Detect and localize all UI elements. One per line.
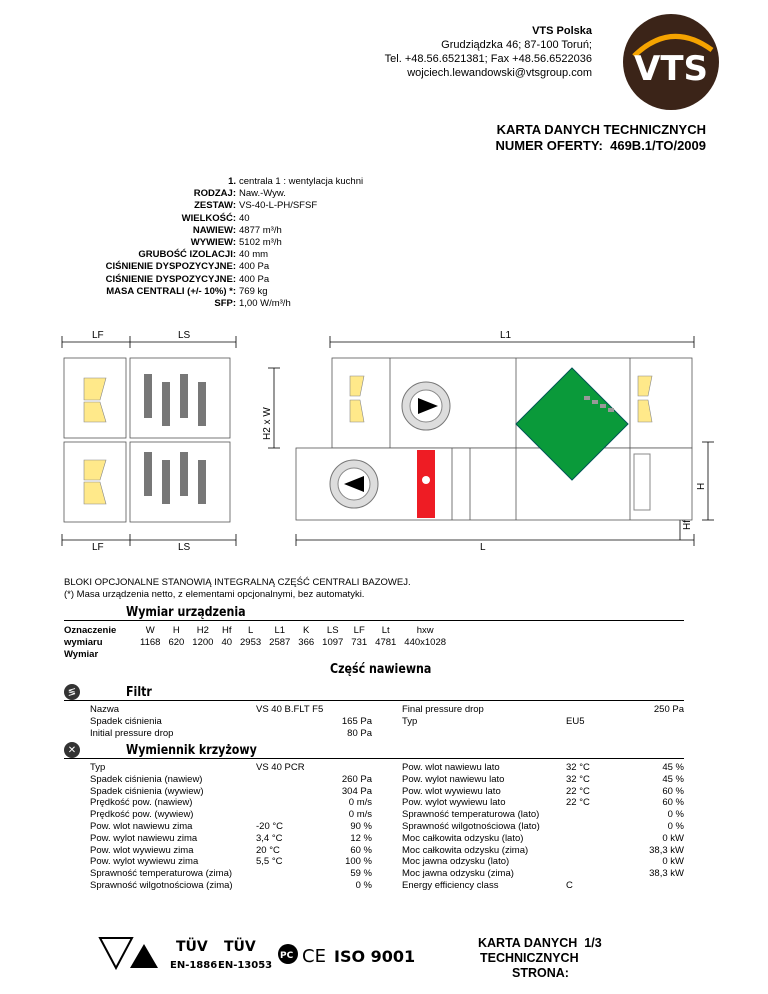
spec-value2: 0 % [355,879,372,891]
dim-header: LF [353,625,365,636]
param-label: WIELKOŚĆ: [181,212,236,224]
dimensions-heading: Wymiar urządzenia [126,605,246,620]
ls-bottom-label: LS [178,542,191,552]
param-label: MASA CENTRALI (+/- 10%) *: [106,285,236,297]
param-value: 40 [239,212,250,224]
spec-value2: 45 % [662,762,684,773]
hx-section [64,742,684,759]
filter-left-table [90,704,378,739]
document-title-block [496,122,707,154]
spec-label: Pow. wlot nawiewu lato [402,762,500,773]
cert-triangle-icon [100,938,132,968]
pc-text: PC [280,951,294,961]
spec-value2: 12 % [350,832,372,844]
note-weight: (*) Masa urządzenia netto, z elementami opcjonalnymi, bez automatyki. [64,589,365,600]
param-label: SFP: [214,298,236,310]
spec-label: Pow. wylot wywiewu zima [90,856,199,868]
spec-value [256,809,332,821]
spec-value [256,797,332,809]
filter-heading: Filtr [126,684,152,700]
param-value: 40 mm [239,249,269,261]
hx-right-table [402,762,684,892]
spec-value: C [566,879,573,891]
h-label: H [696,482,707,490]
param-row [0,298,460,310]
spec-value2: 0 kW [662,832,684,844]
spec-label: Moc jawna odzysku (zima) [402,868,514,880]
spec-label: Prędkość pow. (wywiew) [90,809,194,821]
spec-value: VS 40 B.FLT F5 [256,704,324,715]
footer-page: 1/3 [584,936,602,950]
l-bottom-label: L [480,542,486,552]
dimensions-divider [64,620,684,621]
dim-value: 440x1028 [404,637,447,648]
spec-value [566,704,646,716]
param-value: centrala 1 : wentylacja kuchni [239,176,364,187]
h2w-label: H2 x W [262,407,273,440]
param-value: 5102 m³/h [239,237,282,249]
spec-value2: 100 % [345,856,372,868]
dim-header: hxw [416,625,434,636]
hx-left-table [90,762,378,892]
spec-value [566,833,646,845]
dim-header: LS [326,625,339,636]
spec-value2 [646,716,684,728]
dim-value: 1200 [192,637,214,648]
unit-parameters [0,176,460,310]
document-title: KARTA DANYCH TECHNICZNYCH [496,122,706,137]
iso-text: ISO 9001 [334,947,416,966]
spec-value2 [332,704,372,716]
spec-value: 22 °C [566,785,590,797]
spec-value [256,786,332,798]
dim-value: 4781 [375,637,397,648]
param-row [0,237,460,249]
spec-label: Pow. wylot wywiewu lato [402,797,506,809]
spec-value: 5,5 °C [256,856,283,868]
dim-value: 2587 [269,637,291,648]
hx-divider [64,758,684,759]
spec-label: Sprawność wilgotnościowa (zima) [90,879,233,891]
spec-label: Initial pressure drop [90,727,174,739]
spec-label: Moc jawna odzysku (lato) [402,856,510,868]
company-info [385,24,592,80]
spec-label: Pow. wlot wywiewu zima [90,844,194,856]
offer-label: NUMER OFERTY: [495,138,603,153]
param-label: 1. [228,176,236,187]
spec-value2: 80 Pa [347,727,372,739]
param-value: Naw.-Wyw. [239,188,286,200]
spec-value2: 0 m/s [348,809,372,821]
note-optional-blocks: BLOKI OPCJONALNE STANOWIĄ INTEGRALNĄ CZĘŚĆ CENTRALI BAZOWEJ. [64,577,411,588]
spec-value [256,716,332,728]
dim-header: L1 [274,625,286,636]
company-name: VTS Polska [532,25,592,37]
spec-value2: 38,3 kW [649,844,684,856]
param-label: NAWIEW: [192,224,236,236]
spec-value2: 38,3 kW [649,868,684,880]
dim-header: K [303,625,310,636]
param-value: VS-40-L-PH/SFSF [239,200,318,212]
unit-drawing [60,330,720,552]
spec-value2: 0 % [667,820,684,832]
lf-top-label: LF [92,330,104,341]
spec-label: Pow. wlot nawiewu zima [90,820,193,832]
param-value: 400 Pa [239,273,270,285]
dim-header: H2 [196,625,209,636]
cross-exchanger-icon: ✕ [64,742,80,758]
filter-icon: ≶ [64,684,80,700]
spec-value2 [646,880,684,892]
dimensions-section [64,605,684,621]
spec-value: 3,4 °C [256,832,283,844]
param-value: 4877 m³/h [239,224,282,236]
spec-value2: 304 Pa [341,785,372,797]
spec-value [256,728,332,740]
dim-header: Lt [381,625,390,636]
param-row [0,200,460,212]
dim-value: 366 [298,637,315,648]
spec-value: 20 °C [256,844,280,856]
company-address: Grudziądzka 46; 87-100 Toruń; [441,39,592,51]
l1-top-label: L1 [500,330,512,341]
spec-label: Spadek ciśnienia [90,715,162,727]
company-email: wojciech.lewandowski@vtsgroup.com [407,67,592,79]
spec-label: Prędkość pow. (nawiew) [90,797,193,809]
param-row [0,274,460,286]
spec-label: Pow. wylot nawiewu zima [90,832,198,844]
supply-heading: Część nawiewna [330,662,432,677]
spec-value [566,845,646,857]
ce-mark: CE [302,946,326,967]
spec-value [566,868,646,880]
spec-value2: 165 Pa [341,715,372,727]
spec-label: Pow. wlot wywiewu lato [402,785,501,797]
dim-value: 40 [221,637,233,648]
spec-value: -20 °C [256,820,284,832]
dim-header: Hf [221,625,232,636]
param-label: RODZAJ: [193,188,236,200]
spec-label: Sprawność wilgotnościowa (lato) [402,820,540,832]
spec-label: Moc całkowita odzysku (zima) [402,844,529,856]
spec-value2: 60 % [662,797,684,809]
param-label: ZESTAW: [194,200,236,212]
tuv2-std: EN-13053 [218,960,273,971]
spec-label: Spadek ciśnienia (nawiew) [90,773,203,785]
footer-line3: STRONA: [512,966,569,980]
spec-value2: 60 % [662,785,684,797]
spec-label: Final pressure drop [402,704,484,715]
spec-value: 32 °C [566,762,590,773]
param-label: WYWIEW: [190,237,236,249]
param-row [0,249,460,261]
spec-value: 32 °C [566,773,590,785]
param-row [0,213,460,225]
param-value: 1,00 W/m³/h [239,298,291,310]
spec-value: EU5 [566,715,585,727]
spec-value2: 250 Pa [653,704,684,715]
param-label: CIŚNIENIE DYSPOZYCYJNE: [105,261,236,273]
cert-tuv-triangle-icon [130,944,158,968]
spec-value2: 59 % [350,868,372,880]
spec-value2: 0 kW [662,856,684,868]
dim-row-label-2: wymiaru [64,637,103,648]
dim-row-label-3: Wymiar [64,649,99,660]
hf-label: Hf [682,520,693,530]
param-label: CIŚNIENIE DYSPOZYCYJNE: [105,273,236,285]
supply-heading-wrap [330,662,449,677]
offer-number: 469B.1/TO/2009 [610,138,706,153]
dim-value: 2953 [240,637,262,648]
dim-value: 1168 [140,637,161,648]
tuv1-std: EN-1886 [170,960,218,971]
company-phone: Tel. +48.56.6521381; Fax +48.56.6522036 [384,53,592,65]
spec-label: Sprawność temperaturowa (zima) [90,868,233,880]
notes [64,577,411,601]
param-row [0,188,460,200]
spec-value [566,809,646,821]
tuv2-text: TÜV [224,939,256,955]
dim-value: 1097 [322,637,344,648]
spec-value2: 260 Pa [341,773,372,785]
vts-logo [620,12,722,112]
spec-value2: 0 % [667,809,684,821]
spec-value [566,856,646,868]
dim-header: L [247,625,254,636]
filter-right-table [402,704,684,728]
dim-value: 620 [168,637,185,648]
dim-header: H [172,625,180,636]
dim-row-label-1: Oznaczenie [64,625,117,636]
footer-line2: TECHNICZNYCH [480,951,579,965]
spec-label: Spadek ciśnienia (wywiew) [90,785,204,797]
spec-label: Nazwa [90,704,120,715]
param-value: 769 kg [239,285,268,297]
spec-label: Pow. wylot nawiewu lato [402,773,505,785]
dimensions-table [64,625,450,661]
spec-value [256,868,332,880]
spec-label: Energy efficiency class [402,879,499,891]
spec-value2 [332,762,372,774]
param-value: 400 Pa [239,261,270,273]
certification-logos [96,934,416,974]
spec-label: Typ [90,762,106,773]
param-row [0,225,460,237]
param-label: GRUBOŚĆ IZOLACJI: [138,249,236,261]
lf-bottom-label: LF [92,542,104,552]
spec-value2: 0 m/s [348,797,372,809]
footer-line1: KARTA DANYCH [478,936,578,950]
dim-header: W [145,625,155,636]
filter-divider [64,700,684,701]
spec-value2: 45 % [662,773,684,785]
spec-value: VS 40 PCR [256,762,305,773]
spec-value: 22 °C [566,797,590,809]
spec-value [256,774,332,786]
param-row [0,261,460,273]
hx-heading: Wymiennik krzyżowy [126,742,257,758]
filter-section [64,684,684,701]
dim-value: 731 [351,637,368,648]
logo-text: VTS [634,49,708,89]
spec-value2: 90 % [350,820,372,832]
spec-value2: 60 % [350,844,372,856]
spec-label: Moc całkowita odzysku (lato) [402,832,524,844]
spec-label: Typ [402,715,418,727]
spec-value [566,821,646,833]
spec-label: Sprawność temperaturowa (lato) [402,809,540,821]
param-row [0,286,460,298]
footer-title [478,936,602,981]
param-row [0,176,460,188]
spec-value [256,880,332,892]
tuv1-text: TÜV [176,939,208,955]
ls-top-label: LS [178,330,191,341]
